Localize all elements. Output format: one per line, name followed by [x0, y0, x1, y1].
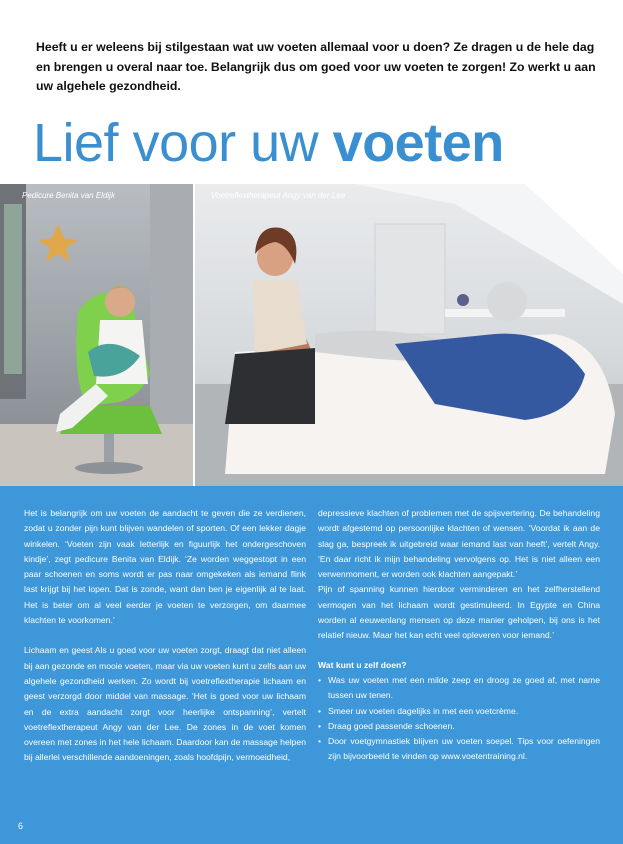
tip-item: • Draag goed passende schoenen.	[318, 719, 600, 734]
tips-list	[318, 673, 600, 765]
photo-strip	[0, 184, 623, 486]
intro-text: Heeft u er weleens bij stilgestaan wat uw voeten allemaal voor u doen? Ze dragen u de hele dag en brengen u overal naar toe. Belangrijk dus om goed voor uw voeten te zorgen! Zo werkt u aan uw algehele gezondheid.	[36, 40, 596, 93]
headline-bold: voeten	[332, 113, 504, 173]
tips-heading: Wat kunt u zelf doen?	[318, 659, 407, 670]
paragraph: Het is belangrijk om uw voeten de aandacht te geven die ze verdienen, zodat u zonder pijn kunt blijven wandelen of sporten. Of een lekker dagje winkelen. ‘Voeten zijn vaak letterlijk en figuurlijk het ondergeschoven kindje’, zegt pedicure Benita van Eldijk. ‘Ze worden weggestopt in een paar schoenen en soms wordt er pas naar omgekeken als iemand flink last krijgt bij het lopen. Dat is zonde, want dan ben je eigenlijk al te laat. Het is beter om al veel eerder je voeten te verzorgen, om daarmee klachten te voorkomen.’	[24, 508, 306, 626]
tip-item: • Door voetgymnastiek blijven uw voeten soepel. Tips voor oefeningen zijn bijvoorbeeld te vinden op www.voetentraining.nl.	[318, 734, 600, 765]
reflexology-caption: Voetreflextherapeut Angy van der Lee	[211, 191, 346, 200]
pedicure-illustration	[0, 184, 193, 486]
tip-item: • Was uw voeten met een milde zeep en droog ze goed af, met name tussen uw tenen.	[318, 673, 600, 704]
paragraph: Lichaam en geest Als u goed voor uw voeten zorgt, draagt dat niet alleen bij aan gezonde en mooie voeten, maar via uw voeten kunt u zelfs aan uw algehele gezondheid werken. Zo wordt bij voetreflextherapie lichaam en geest verzorgd door middel van massage. ‘Het is goed voor uw lichaam en de extra aandacht zorgt voor heerlijke ontspanning’, vertelt voetreflextherapeut Angy van der Lee. De zones in de voet komen overeen met zones in het hele lichaam. Daardoor kan de massage helpen bij allerlei verschillende aandoeningen, zoals hoofdpijn, vermoeidheid,	[24, 645, 306, 763]
headline	[33, 108, 504, 178]
reflexology-photo	[195, 184, 623, 486]
article-column-left	[24, 506, 306, 766]
article-panel	[0, 486, 623, 844]
article-column-right	[318, 506, 600, 765]
pedicure-caption: Pedicure Benita van Eldijk	[22, 191, 115, 200]
paragraph: depressieve klachten of problemen met de spijsvertering. De behandeling wordt afgestemd op persoonlijke klachten of wensen. ‘Voordat ik aan de slag ga, bespreek ik uitgebreid waar iemand last van heeft’, vertelt Angy. ‘En daar richt ik mijn behandeling vervolgens op. Het is niet alleen een verwenmoment, er worden ook klachten aangepakt.’	[318, 508, 600, 580]
tip-item: • Smeer uw voeten dagelijks in met een voetcrème.	[318, 704, 600, 719]
pedicure-photo	[0, 184, 193, 486]
paragraph: Pijn of spanning kunnen hierdoor verminderen en het zelfherstellend vermogen van het lichaam wordt gestimuleerd. In Egypte en China worden al eeuwenlang mensen op deze manier geholpen, bij ons is het relatief nieuw. Maar het kan echt veel opleveren voor iemand.’	[318, 584, 600, 641]
headline-light: Lief voor uw	[33, 113, 333, 173]
reflexology-illustration	[195, 184, 623, 486]
page-number: 6	[18, 821, 24, 831]
